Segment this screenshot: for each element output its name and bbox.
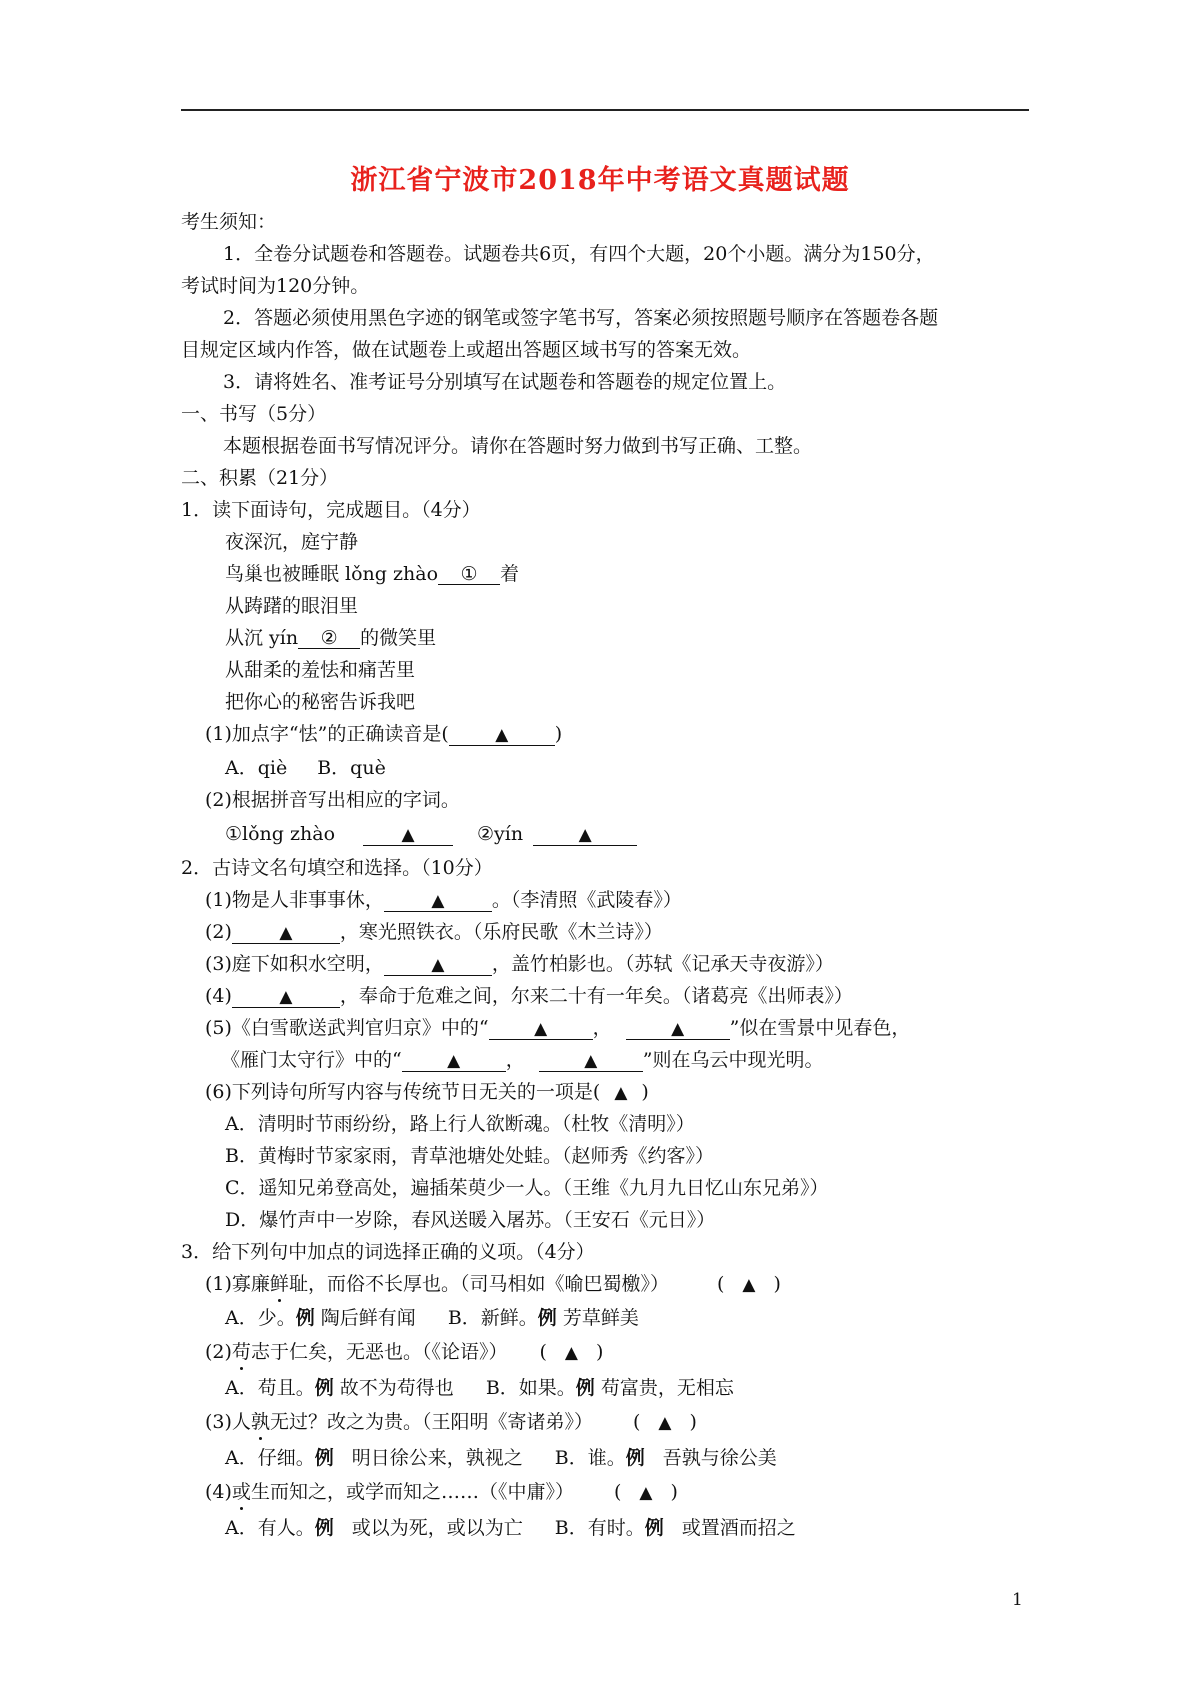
q2-option-b: B．黄梅时节家家雨，青草池塘处处蛙。（赵师秀《约客》）	[225, 1145, 714, 1167]
q2-s5b-pre: 《雁门太守行》中的“	[221, 1049, 402, 1071]
paren-close: )	[689, 1411, 697, 1433]
paren-close: )	[595, 1341, 604, 1363]
dotted-word: 孰	[250, 1411, 270, 1433]
poem-line-4-pre: 从沉 yín	[225, 627, 299, 649]
answer-blank: ▲	[402, 1051, 506, 1072]
q2-s1	[205, 888, 682, 912]
q2-s3-post: ，盖竹柏影也。（苏轼《记承天寺夜游》）	[491, 953, 834, 975]
section2-heading: 二、积累（21分）	[181, 467, 339, 489]
example-a: 明日徐公来，孰视之	[351, 1447, 523, 1469]
q2-stem: 2．古诗文名句填空和选择。（10分）	[181, 857, 493, 879]
paren-open: (	[632, 1411, 641, 1433]
example-b: 吾孰与徐公美	[662, 1447, 777, 1469]
poem-line-2-post: 着	[500, 563, 520, 585]
option-b: B．如果。	[485, 1377, 576, 1399]
q3-s2	[205, 1340, 603, 1365]
poem-line-4	[225, 626, 436, 650]
q2-option-c: C．遥知兄弟登高处，遍插茱萸少一人。（王维《九月九日忆山东兄弟》）	[225, 1177, 829, 1199]
q2-s2	[205, 920, 663, 944]
q1-sub2-a-label: ①lǒng zhào	[225, 823, 336, 845]
q2-s4-pre: (4)	[205, 985, 232, 1007]
q1-stem: 1．读下面诗句，完成题目。（4分）	[181, 499, 481, 521]
option-a: A．有人。	[225, 1517, 315, 1539]
poem-line-2	[225, 562, 519, 586]
paren-close: )	[670, 1481, 678, 1503]
dotted-word: 苟	[231, 1341, 251, 1363]
option-b: B．què	[317, 757, 386, 779]
q2-s5b	[221, 1048, 823, 1072]
q3-stem: 3．给下列句中加点的词选择正确的义项。（4分）	[181, 1241, 595, 1263]
option-a: A．qiè	[225, 757, 288, 779]
q3-s3	[205, 1410, 697, 1435]
example-a: 陶后鲜有闻	[320, 1307, 416, 1329]
q1-sub2-b-label: ②yín	[477, 823, 524, 845]
section1-text: 本题根据卷面书写情况评分。请你在答题时努力做到书写正确、工整。	[223, 435, 813, 457]
q3-s4-b: 生而知之，或学而知之……（《中庸》）	[250, 1481, 574, 1503]
q2-s5b-mid: ，	[505, 1049, 525, 1071]
answer-blank: ▲	[232, 923, 340, 944]
option-a: A．苟且。	[225, 1377, 315, 1399]
q2-s6	[205, 1080, 649, 1105]
option-a: A．仔细。	[225, 1447, 315, 1469]
q3-s1-a: (1)寡廉	[205, 1273, 270, 1295]
q2-s6-post: )	[641, 1081, 649, 1103]
dotted-word: 或	[231, 1481, 251, 1503]
poem-line-2-pre: 鸟巢也被睡眠 lǒng zhào	[225, 563, 439, 585]
q2-s4	[205, 984, 853, 1008]
q3-s4-options	[225, 1516, 796, 1540]
paren-close: )	[773, 1273, 781, 1295]
notice-item-2b: 目规定区域内作答，做在试题卷上或超出答题区域书写的答案无效。	[181, 339, 752, 361]
q3-s4-a: (4)	[205, 1481, 232, 1503]
answer-blank: ▲	[384, 891, 492, 912]
q3-s1	[205, 1272, 781, 1297]
option-b: B．有时。	[554, 1517, 645, 1539]
q2-s5-pre: (5)《白雪歌送武判官归京》中的“	[205, 1017, 489, 1039]
option-a: A．少。	[225, 1307, 296, 1329]
q3-s3-b: 无过？改之为贵。（王阳明《寄诸弟》）	[269, 1411, 593, 1433]
q2-s1-pre: (1)物是人非事事休，	[205, 889, 384, 911]
q3-s4	[205, 1480, 678, 1505]
answer-mark: ▲	[639, 1483, 653, 1503]
page-title: 浙江省宁波市2018年中考语文真题试题	[350, 165, 850, 196]
answer-blank: ▲	[626, 1019, 730, 1040]
q2-s6-pre: (6)下列诗句所写内容与传统节日无关的一项是(	[205, 1081, 601, 1103]
q2-s2-post: ，寒光照铁衣。（乐府民歌《木兰诗》）	[339, 921, 663, 943]
q3-s2-b: 志于仁矣，无恶也。（《论语》）	[250, 1341, 508, 1363]
notice-item-1b: 考试时间为120分钟。	[181, 275, 370, 297]
example-mark: 例	[314, 1377, 334, 1399]
example-b: 芳草鲜美	[562, 1307, 639, 1329]
q2-s3-pre: (3)庭下如积水空明，	[205, 953, 384, 975]
answer-mark: ▲	[658, 1413, 672, 1433]
example-b: 或置酒而招之	[681, 1517, 796, 1539]
paren-open: (	[716, 1273, 725, 1295]
q1-sub1-pre: (1)加点字“怯”的正确读音是(	[205, 723, 449, 745]
notice-item-2a: 2．答题必须使用黑色字迹的钢笔或签字笔书写，答案必须按照题号顺序在答题卷各题	[223, 307, 939, 329]
q3-s2-a: (2)	[205, 1341, 232, 1363]
paren-open: (	[539, 1341, 547, 1363]
example-a: 故不为苟得也	[339, 1377, 454, 1399]
q1-sub2: (2)根据拼音写出相应的字词。	[205, 789, 460, 811]
q1-sub1	[205, 722, 562, 746]
example-mark: 例	[625, 1447, 645, 1469]
example-mark: 例	[314, 1447, 334, 1469]
q2-s5-mid: ，	[592, 1017, 612, 1039]
header-rule	[181, 109, 1029, 111]
q2-option-d: D．爆竹声中一岁除，春风送暖入屠苏。（王安石《元日》）	[225, 1209, 716, 1231]
q1-sub1-options	[225, 756, 386, 780]
answer-mark: ▲	[742, 1275, 756, 1295]
answer-blank: ▲	[232, 987, 340, 1008]
q2-s2-pre: (2)	[205, 921, 232, 943]
example-mark: 例	[644, 1517, 664, 1539]
poem-line-4-post: 的微笑里	[360, 627, 437, 649]
answer-blank: ▲	[533, 825, 637, 846]
example-b: 苟富贵，无相忘	[600, 1377, 734, 1399]
poem-line-1: 夜深沉，庭宁静	[225, 531, 359, 553]
q2-s5-post: ”似在雪景中见春色，	[729, 1017, 911, 1039]
dotted-word: 鲜	[269, 1273, 289, 1295]
answer-blank: ▲	[539, 1051, 643, 1072]
example-mark: 例	[314, 1517, 334, 1539]
example-mark: 例	[537, 1307, 557, 1329]
q3-s1-b: 耻，而俗不长厚也。（司马相如《喻巴蜀檄》）	[288, 1273, 669, 1295]
q3-s1-options	[225, 1306, 639, 1330]
option-b: B．新鲜。	[447, 1307, 538, 1329]
answer-mark: ▲	[564, 1343, 578, 1363]
q2-s3	[205, 952, 834, 976]
q1-sub1-post: )	[554, 723, 563, 745]
q3-s2-options	[225, 1376, 734, 1400]
answer-blank: ▲	[489, 1019, 593, 1040]
section1-heading: 一、书写（5分）	[181, 403, 327, 425]
answer-blank: ▲	[363, 825, 453, 846]
answer-mark: ▲	[614, 1083, 628, 1103]
notice-item-3: 3．请将姓名、准考证号分别填写在试题卷和答题卷的规定位置上。	[223, 371, 787, 393]
q2-s5	[205, 1016, 910, 1040]
q2-s4-post: ，奉命于危难之间，尔来二十有一年矣。（诸葛亮《出师表》）	[339, 985, 853, 1007]
notice-item-1a: 1．全卷分试题卷和答题卷。试题卷共6页，有四个大题，20个小题。满分为150分，	[223, 243, 935, 265]
q2-option-a: A．清明时节雨纷纷，路上行人欲断魂。（杜牧《清明》）	[225, 1113, 695, 1135]
q1-sub2-items	[225, 822, 637, 846]
example-mark: 例	[575, 1377, 595, 1399]
option-b: B．谁。	[554, 1447, 626, 1469]
q3-s3-options	[225, 1446, 777, 1470]
page-number: 1	[1012, 1590, 1023, 1610]
q3-s3-a: (3)人	[205, 1411, 251, 1433]
answer-blank: ▲	[449, 725, 555, 746]
q2-s5b-post: ”则在乌云中现光明。	[642, 1049, 824, 1071]
example-a: 或以为死，或以为亡	[351, 1517, 523, 1539]
poem-line-6: 把你心的秘密告诉我吧	[225, 691, 416, 713]
q2-s1-post: 。（李清照《武陵春》）	[491, 889, 682, 911]
blank-2: ②	[298, 628, 360, 649]
blank-1: ①	[438, 564, 500, 585]
notice-heading: 考生须知：	[181, 211, 277, 233]
answer-blank: ▲	[384, 955, 492, 976]
example-mark: 例	[295, 1307, 315, 1329]
paren-open: (	[613, 1481, 622, 1503]
poem-line-5: 从甜柔的羞怯和痛苦里	[225, 659, 416, 681]
poem-line-3: 从踌躇的眼泪里	[225, 595, 359, 617]
